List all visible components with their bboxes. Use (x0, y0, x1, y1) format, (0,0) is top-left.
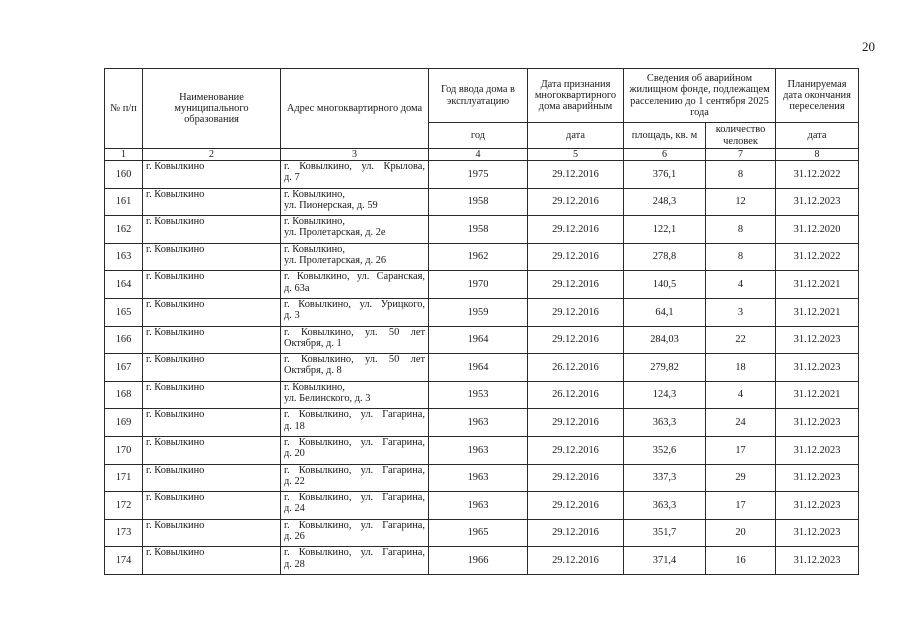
address-line-1 (284, 382, 425, 393)
row-emergency-date: 26.12.2016 (528, 381, 624, 409)
subheader-area: площадь, кв. м (624, 123, 706, 149)
table-body (105, 161, 859, 575)
row-municipality: г. Ковылкино (143, 381, 281, 409)
row-number: 171 (105, 464, 143, 492)
address-part: лет (410, 326, 425, 338)
row-emergency-date: 29.12.2016 (528, 409, 624, 437)
address-line-1 (284, 216, 425, 227)
row-area: 363,3 (624, 409, 706, 437)
row-number: 174 (105, 547, 143, 575)
row-year: 1962 (429, 243, 528, 271)
address-line-2: Октября, д. 8 (284, 365, 342, 377)
row-municipality: г. Ковылкино (143, 271, 281, 299)
address-line-1 (284, 547, 425, 558)
header-address: Адрес многоквартирного дома (281, 69, 429, 149)
subheader-people: количество человек (706, 123, 776, 149)
row-address (281, 492, 429, 520)
row-number: 164 (105, 271, 143, 299)
row-people: 8 (706, 216, 776, 244)
table-row (105, 243, 859, 271)
table-row (105, 326, 859, 354)
row-year: 1966 (429, 547, 528, 575)
table-row (105, 354, 859, 382)
column-number: 5 (528, 149, 624, 161)
row-planned-date: 31.12.2023 (776, 492, 859, 520)
row-emergency-date: 29.12.2016 (528, 161, 624, 189)
row-planned-date: 31.12.2023 (776, 547, 859, 575)
address-line-1 (284, 492, 425, 503)
column-number: 6 (624, 149, 706, 161)
row-area: 351,7 (624, 519, 706, 547)
address-part: ул. Урицкого, (359, 298, 425, 310)
address-line-2: ул. Белинского, д. 3 (284, 392, 371, 404)
address-part: г. Ковылкино, (284, 298, 351, 310)
row-address (281, 271, 429, 299)
row-emergency-date: 29.12.2016 (528, 188, 624, 216)
address-part: ул. 50 (365, 354, 400, 366)
address-line-1 (284, 409, 425, 420)
row-planned-date: 31.12.2020 (776, 216, 859, 244)
row-emergency-date: 29.12.2016 (528, 216, 624, 244)
address-line-1 (284, 271, 425, 282)
address-line-2: д. 7 (284, 172, 300, 184)
header-date-emergency: Дата признания многоквартирного дома аварийным (528, 69, 624, 123)
address-line-2: д. 20 (284, 448, 305, 460)
row-year: 1975 (429, 161, 528, 189)
address-part: ул. Гагарина, (360, 409, 425, 421)
column-number-row (105, 149, 859, 161)
row-year: 1963 (429, 436, 528, 464)
row-area: 363,3 (624, 492, 706, 520)
row-area: 376,1 (624, 161, 706, 189)
address-part: ул. 50 (365, 326, 400, 338)
row-number: 169 (105, 409, 143, 437)
address-line-2: д. 24 (284, 503, 305, 515)
column-number: 2 (143, 149, 281, 161)
table-row (105, 547, 859, 575)
row-number: 172 (105, 492, 143, 520)
address-part: ул. Гагарина, (360, 492, 425, 504)
address-line-1 (284, 161, 425, 172)
row-number: 166 (105, 326, 143, 354)
address-part: г. Ковылкино, (284, 409, 352, 421)
row-municipality: г. Ковылкино (143, 243, 281, 271)
row-address (281, 243, 429, 271)
address-part: ул. Саранская, (356, 271, 425, 283)
subheader-plan-date: дата (776, 123, 859, 149)
header-municipality: Наименование муниципального образования (143, 69, 281, 149)
address-line-1 (284, 437, 425, 448)
row-municipality: г. Ковылкино (143, 188, 281, 216)
address-line-2: д. 28 (284, 558, 305, 570)
row-area: 279,82 (624, 354, 706, 382)
address-part: г. Ковылкино, (284, 436, 352, 448)
row-municipality: г. Ковылкино (143, 547, 281, 575)
row-municipality: г. Ковылкино (143, 436, 281, 464)
address-part: г. Ковылкино, (284, 354, 354, 366)
address-line-2: ул. Пролетарская, д. 26 (284, 255, 387, 267)
column-number: 7 (706, 149, 776, 161)
header-num: № п/п (105, 69, 143, 149)
row-people: 16 (706, 547, 776, 575)
table-row (105, 436, 859, 464)
row-planned-date: 31.12.2022 (776, 243, 859, 271)
address-line-2: д. 63а (284, 282, 310, 294)
row-municipality: г. Ковылкино (143, 216, 281, 244)
row-planned-date: 31.12.2021 (776, 381, 859, 409)
row-municipality: г. Ковылкино (143, 492, 281, 520)
row-year: 1959 (429, 298, 528, 326)
row-year: 1958 (429, 188, 528, 216)
address-part: г. Ковылкино, (284, 243, 345, 255)
row-planned-date: 31.12.2023 (776, 519, 859, 547)
row-year: 1964 (429, 354, 528, 382)
row-area: 278,8 (624, 243, 706, 271)
column-number: 8 (776, 149, 859, 161)
row-year: 1953 (429, 381, 528, 409)
row-emergency-date: 29.12.2016 (528, 271, 624, 299)
row-number: 167 (105, 354, 143, 382)
table-row (105, 381, 859, 409)
table-row (105, 298, 859, 326)
row-emergency-date: 29.12.2016 (528, 492, 624, 520)
address-line-1 (284, 465, 425, 476)
address-line-1 (284, 189, 425, 200)
row-emergency-date: 29.12.2016 (528, 298, 624, 326)
row-area: 122,1 (624, 216, 706, 244)
address-part: г. Ковылкино, (284, 216, 345, 228)
row-area: 284,03 (624, 326, 706, 354)
row-address (281, 519, 429, 547)
row-emergency-date: 29.12.2016 (528, 547, 624, 575)
table-row (105, 464, 859, 492)
address-line-1 (284, 354, 425, 365)
row-people: 20 (706, 519, 776, 547)
row-area: 337,3 (624, 464, 706, 492)
row-emergency-date: 29.12.2016 (528, 243, 624, 271)
address-line-1 (284, 327, 425, 338)
header-year-commissioned: Год ввода дома в эксплуатацию (429, 69, 528, 123)
row-planned-date: 31.12.2023 (776, 354, 859, 382)
row-area: 248,3 (624, 188, 706, 216)
address-part: ул. Гагарина, (360, 436, 425, 448)
row-year: 1965 (429, 519, 528, 547)
row-address (281, 409, 429, 437)
row-emergency-date: 29.12.2016 (528, 519, 624, 547)
row-municipality: г. Ковылкино (143, 298, 281, 326)
table-row (105, 519, 859, 547)
row-number: 170 (105, 436, 143, 464)
row-address (281, 188, 429, 216)
subheader-date: дата (528, 123, 624, 149)
row-planned-date: 31.12.2023 (776, 188, 859, 216)
row-people: 3 (706, 298, 776, 326)
address-line-2: Октября, д. 1 (284, 337, 342, 349)
address-part: г. Ковылкино, (284, 188, 345, 200)
address-part: ул. Гагарина, (360, 464, 425, 476)
table-row (105, 188, 859, 216)
housing-table (104, 68, 859, 575)
address-part: г. Ковылкино, (284, 547, 352, 559)
address-part: ул. Гагарина, (360, 519, 425, 531)
row-people: 8 (706, 161, 776, 189)
address-part: г. Ковылкино, (284, 381, 345, 393)
row-address (281, 547, 429, 575)
row-number: 161 (105, 188, 143, 216)
row-address (281, 354, 429, 382)
address-line-1 (284, 520, 425, 531)
row-emergency-date: 29.12.2016 (528, 464, 624, 492)
row-year: 1958 (429, 216, 528, 244)
row-municipality: г. Ковылкино (143, 464, 281, 492)
row-address (281, 161, 429, 189)
column-number: 3 (281, 149, 429, 161)
page-number: 20 (862, 39, 875, 54)
row-number: 160 (105, 161, 143, 189)
row-year: 1963 (429, 492, 528, 520)
subheader-year: год (429, 123, 528, 149)
row-number: 162 (105, 216, 143, 244)
address-line-2: д. 18 (284, 420, 305, 432)
row-area: 124,3 (624, 381, 706, 409)
address-part: ул. Гагарина, (360, 547, 425, 559)
row-municipality: г. Ковылкино (143, 326, 281, 354)
row-area: 64,1 (624, 298, 706, 326)
table-row (105, 216, 859, 244)
row-emergency-date: 26.12.2016 (528, 354, 624, 382)
address-part: г. Ковылкино, (284, 464, 352, 476)
row-planned-date: 31.12.2023 (776, 409, 859, 437)
row-people: 22 (706, 326, 776, 354)
row-area: 140,5 (624, 271, 706, 299)
row-year: 1963 (429, 409, 528, 437)
row-address (281, 436, 429, 464)
row-emergency-date: 29.12.2016 (528, 326, 624, 354)
address-part: г. Ковылкино, (284, 492, 352, 504)
row-number: 168 (105, 381, 143, 409)
address-part: г. Ковылкино, (284, 519, 352, 531)
column-number: 4 (429, 149, 528, 161)
row-planned-date: 31.12.2023 (776, 464, 859, 492)
address-line-2: д. 3 (284, 310, 300, 322)
row-people: 12 (706, 188, 776, 216)
row-area: 352,6 (624, 436, 706, 464)
row-address (281, 464, 429, 492)
address-part: лет (410, 354, 425, 366)
row-address (281, 298, 429, 326)
row-address (281, 381, 429, 409)
address-part: г. Ковылкино, (284, 161, 352, 172)
address-line-1 (284, 244, 425, 255)
row-area: 371,4 (624, 547, 706, 575)
row-people: 8 (706, 243, 776, 271)
row-planned-date: 31.12.2023 (776, 326, 859, 354)
header-emergency-info: Сведения об аварийном жилищном фонде, подлежащем расселению до 1 сентября 2025 года (624, 69, 776, 123)
address-line-2: ул. Пионерская, д. 59 (284, 199, 378, 211)
row-municipality: г. Ковылкино (143, 519, 281, 547)
address-line-1 (284, 299, 425, 310)
row-year: 1970 (429, 271, 528, 299)
address-part: г. Ковылкино, (284, 326, 354, 338)
row-people: 4 (706, 381, 776, 409)
column-number: 1 (105, 149, 143, 161)
row-planned-date: 31.12.2021 (776, 271, 859, 299)
address-line-2: д. 26 (284, 530, 305, 542)
address-line-2: д. 22 (284, 475, 305, 487)
row-number: 165 (105, 298, 143, 326)
row-people: 17 (706, 436, 776, 464)
header-planned-end: Планируемая дата окончания переселения (776, 69, 859, 123)
row-municipality: г. Ковылкино (143, 409, 281, 437)
row-planned-date: 31.12.2023 (776, 436, 859, 464)
address-part: ул. Крылова, (361, 161, 425, 172)
row-year: 1964 (429, 326, 528, 354)
row-people: 17 (706, 492, 776, 520)
table-row (105, 492, 859, 520)
table-row (105, 271, 859, 299)
row-people: 24 (706, 409, 776, 437)
row-address (281, 326, 429, 354)
row-address (281, 216, 429, 244)
row-people: 18 (706, 354, 776, 382)
address-part: г. Ковылкино, (284, 271, 350, 283)
row-number: 173 (105, 519, 143, 547)
address-line-2: ул. Пролетарская, д. 2е (284, 227, 386, 239)
row-year: 1963 (429, 464, 528, 492)
row-people: 4 (706, 271, 776, 299)
table-row (105, 409, 859, 437)
row-emergency-date: 29.12.2016 (528, 436, 624, 464)
row-planned-date: 31.12.2021 (776, 298, 859, 326)
row-number: 163 (105, 243, 143, 271)
row-municipality: г. Ковылкино (143, 354, 281, 382)
row-people: 29 (706, 464, 776, 492)
row-municipality: г. Ковылкино (143, 161, 281, 189)
table-row (105, 161, 859, 189)
row-planned-date: 31.12.2022 (776, 161, 859, 189)
table-header (105, 69, 859, 161)
